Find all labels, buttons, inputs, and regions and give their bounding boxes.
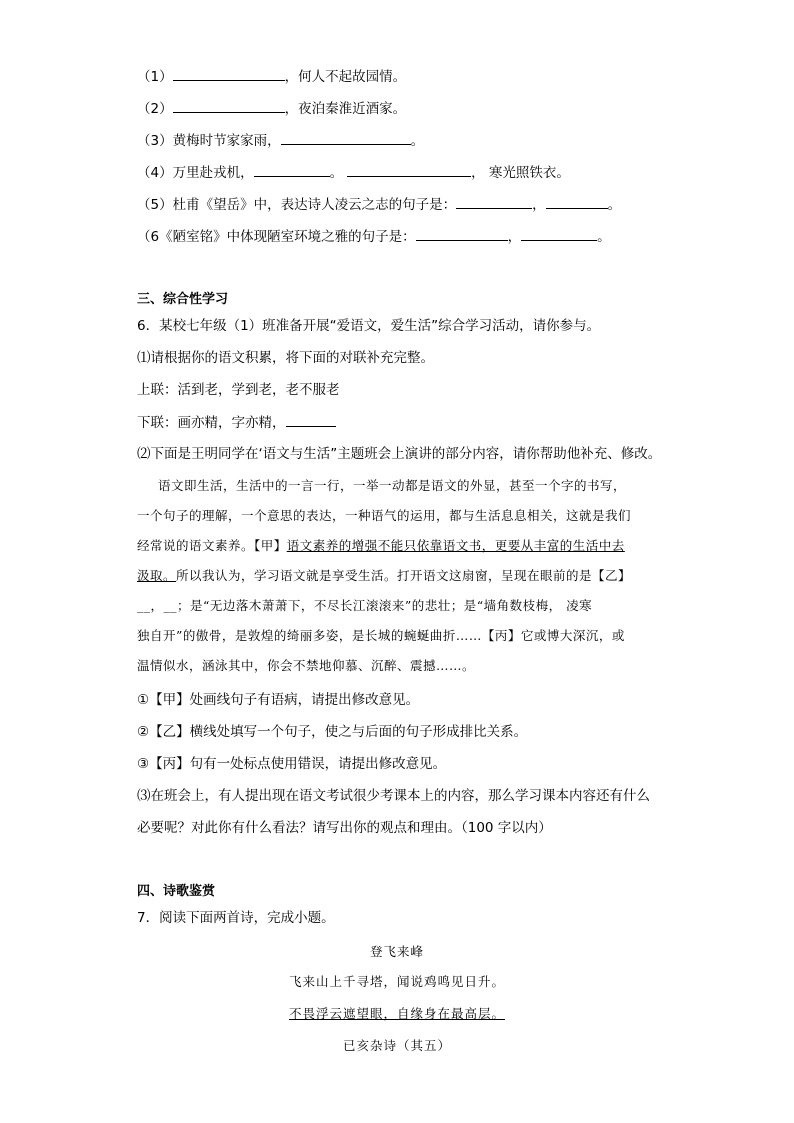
item-number: （3）: [137, 133, 173, 149]
sub-item-1: ①【甲】处画线句子有语病，请提出修改意见。: [137, 692, 420, 708]
question-intro: 7．阅读下面两首诗，完成小题。: [137, 910, 335, 926]
answer-blank[interactable]: [173, 66, 285, 81]
sub-item-3: ③【丙】句有一处标点使用错误，请提出修改意见。: [137, 756, 447, 772]
poem-line-underlined: [0, 1004, 794, 1022]
couplet-upper: 上联：活到老，学到老，老不服老: [137, 382, 340, 398]
answer-blank[interactable]: [347, 162, 471, 177]
passage-line: [137, 566, 631, 586]
couplet-lower: [137, 412, 336, 433]
item-text: 。: [597, 229, 611, 245]
item-number: （5）: [137, 197, 173, 213]
fill-item-5: [137, 194, 621, 215]
poem-line: 飞来山上千寻塔，闻说鸡鸣见日升。: [288, 974, 505, 989]
sub-question: ⑵下面是王明同学在‘语文与生活”主题班会上演讲的部分内容，请你帮助他补充、修改。: [137, 446, 662, 462]
item-text: 杜甫《望岳》中，表达诗人凌云之志的句子是：: [172, 197, 457, 213]
sub-question: ⑶在班会上，有人提出现在语文考试很少考课本上的内容，那么学习课本内容还有什么: [137, 788, 650, 804]
item-text: 。: [607, 197, 622, 213]
passage-line: [137, 536, 625, 556]
item-text: ， 寒光照铁衣。: [471, 165, 570, 181]
item-number: （4）: [137, 165, 173, 181]
section-heading: 三、综合性学习: [137, 292, 229, 307]
section-heading: 四、诗歌鉴赏: [137, 884, 216, 899]
item-text: 。: [329, 165, 344, 181]
item-text: 。: [410, 133, 425, 149]
passage-line: 一个句子的理解，一个意思的表达，一种语气的运用，都与生活息息相关，这就是我们: [137, 508, 632, 523]
answer-blank[interactable]: [521, 226, 597, 241]
item-text: ，夜泊秦淮近酒家。: [284, 101, 407, 117]
fill-item-2: [137, 98, 406, 119]
answer-blank[interactable]: [416, 226, 508, 241]
item-text: ，: [507, 229, 522, 245]
passage-line: 独自开”的傲骨，是敦煌的绮丽多姿，是长城的蜿蜒曲折……【丙】它或博大深沉，或: [137, 628, 625, 643]
passage-line: 温情似水，涵泳其中，你会不禁地仰慕、沉醉、震撼……。: [137, 658, 476, 673]
sub-item-2: ②【乙】横线处填写一个句子，使之与后面的句子形成排比关系。: [137, 724, 528, 740]
item-text: 《陋室铭》中体现陋室环境之雅的句子是：: [159, 229, 416, 245]
sub-question-cont: 必要呢？对此你有什么看法？请写出你的观点和理由。（100 字以内）: [137, 820, 552, 836]
underlined-sentence: 汲取。: [137, 568, 177, 583]
poem-title: 登飞来峰: [369, 944, 424, 959]
passage-text: 所以我认为，学习语文就是享受生活。打开语文这扇窗，呈现在眼前的是【乙】: [176, 568, 632, 583]
item-text: ，何人不起故园情。: [284, 69, 407, 85]
fill-item-1: [137, 66, 406, 87]
sub-question: ⑴请根据你的语文积累，将下面的对联补充完整。: [137, 350, 434, 366]
question-intro: 6．某校七年级（1）班准备开展“爱语文，爱生活”综合学习活动，请你参与。: [137, 318, 601, 334]
underlined-sentence: 语文素养的增强不能只依靠语文书，更要从丰富的生活中去: [286, 538, 625, 553]
fill-item-6: [137, 226, 611, 247]
fill-item-4: [137, 162, 570, 183]
item-number: （1）: [137, 69, 173, 85]
poem-title: 已亥杂诗（其五）: [342, 1038, 451, 1053]
answer-blank[interactable]: [546, 194, 608, 209]
passage-text: 经常说的语文素养。【甲】: [137, 538, 287, 553]
answer-blank[interactable]: [456, 194, 532, 209]
answer-blank[interactable]: [254, 162, 330, 177]
passage-line: __，__；是“无边落木萧萧下，不尽长江滚滚来”的悲壮；是“墙角数枝梅， 凌寒: [137, 598, 593, 613]
item-text: ，: [532, 197, 546, 213]
item-number: （2）: [137, 101, 173, 117]
passage-line: 语文即生活，生活中的一言一行，一举一动都是语文的外显，甚至一个字的书写，: [158, 478, 627, 493]
item-number: （6: [137, 229, 160, 245]
item-text: 黄梅时节家家雨，: [172, 133, 281, 149]
answer-blank[interactable]: [173, 98, 285, 113]
answer-blank[interactable]: [281, 130, 411, 145]
underlined-poem-line: 不畏浮云遮望眼，自缘身在最高层。: [288, 1006, 505, 1021]
couplet-lower-text: 下联：画亦精，字亦精，: [137, 415, 286, 431]
item-text: 万里赴戎机，: [172, 165, 254, 181]
answer-blank[interactable]: [286, 412, 336, 427]
fill-item-3: [137, 130, 424, 151]
